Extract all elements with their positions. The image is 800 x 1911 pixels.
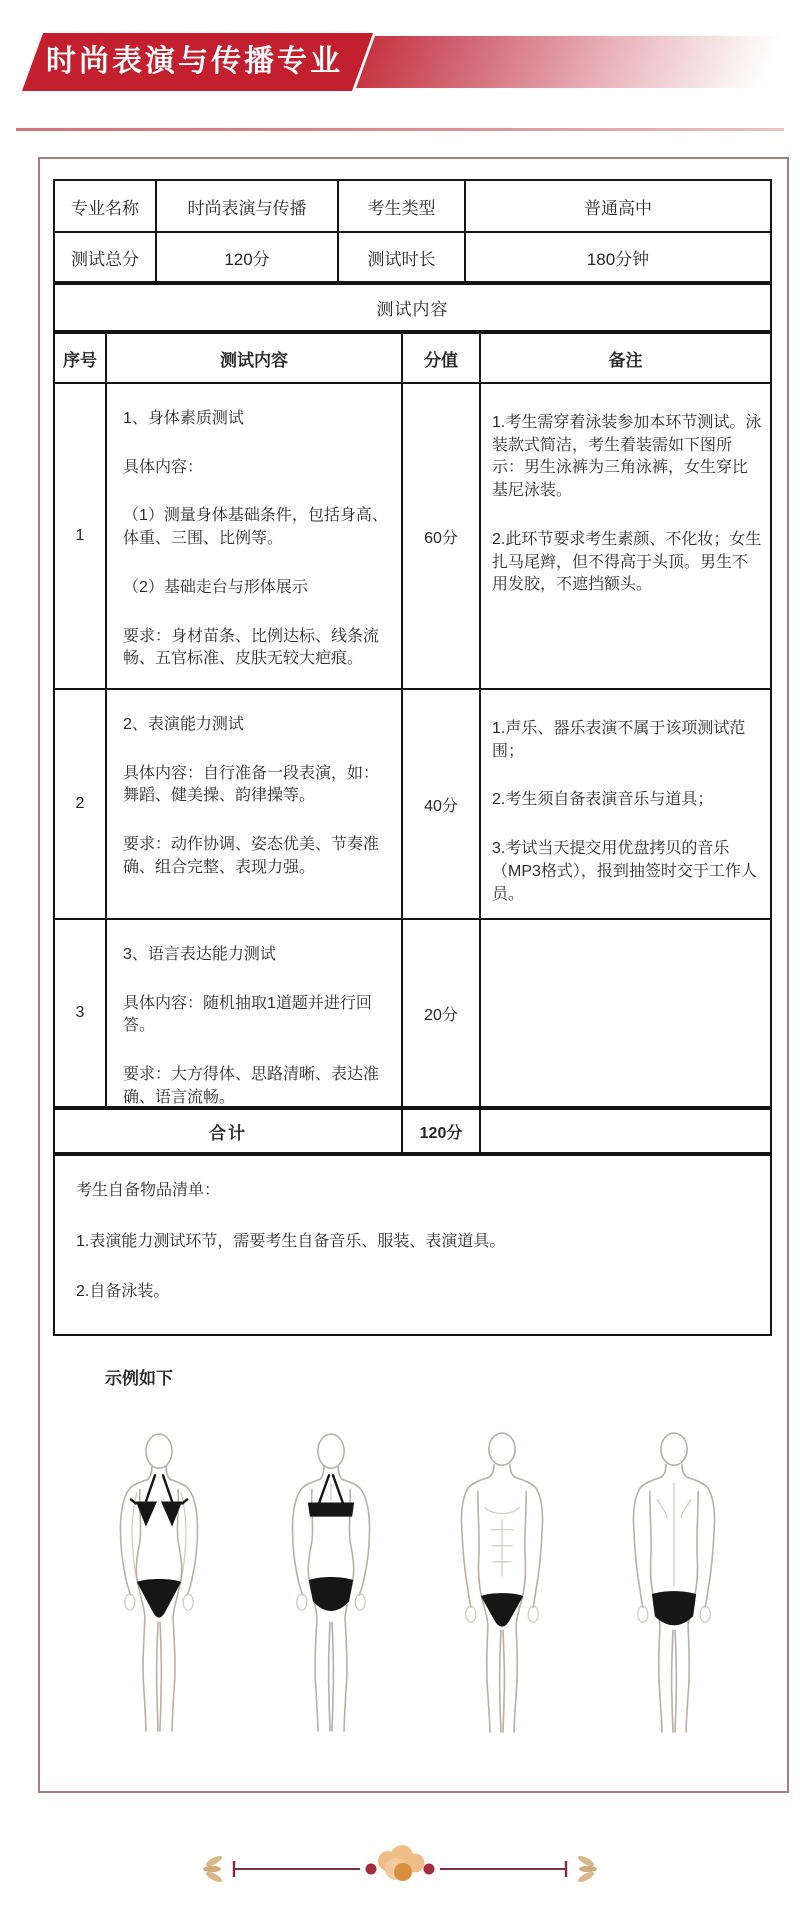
content-frame xyxy=(38,157,789,1793)
male-front-illustration xyxy=(426,1425,578,1737)
female-front-illustration xyxy=(83,1425,235,1737)
row-score: 40分 xyxy=(401,690,479,918)
row-content: 3、语言表达能力测试 具体内容：随机抽取1道题并进行回答。 要求：大方得体、思路清晰、表达准确、语言流畅。 xyxy=(105,920,401,1106)
table-row xyxy=(55,382,770,688)
total-label: 合计 xyxy=(209,1123,247,1143)
flower-icon xyxy=(378,1845,425,1881)
row-score: 20分 xyxy=(401,920,479,1106)
female-swimsuit-back-figure xyxy=(255,1425,407,1737)
row-score: 60分 xyxy=(401,384,479,688)
info-label-duration: 测试时长 xyxy=(337,231,464,281)
female-back-illustration xyxy=(255,1425,407,1737)
swimwear-example-figures xyxy=(53,1389,778,1737)
document-page xyxy=(0,33,800,1911)
section-title: 测试内容 xyxy=(55,281,770,334)
info-label-major: 专业名称 xyxy=(71,198,139,218)
col-header-remark: 备注 xyxy=(479,334,770,382)
footer-ornament xyxy=(0,1839,800,1901)
notes-items: 1.表演能力测试环节，需要考生自备音乐、服装、表演道具。 2.自备泳装。 xyxy=(76,1232,506,1301)
row-content: 2、表演能力测试 具体内容：自行准备一段表演，如：舞蹈、健美操、韵律操等。 要求：动作协调、姿态优美、节奏准确、组合完整、表现力强。 xyxy=(105,690,401,918)
male-back-illustration xyxy=(598,1425,750,1737)
row-no: 2 xyxy=(75,795,85,812)
self-prepared-notes xyxy=(55,1156,770,1334)
total-remark-empty xyxy=(479,1110,770,1152)
banner-gradient-tail xyxy=(356,36,783,88)
table-row xyxy=(55,688,770,918)
table-header-row xyxy=(55,334,770,382)
info-value-candidate-type: 普通高中 xyxy=(464,181,770,231)
info-value-duration: 180分钟 xyxy=(464,231,770,281)
info-value-major: 时尚表演与传播 xyxy=(155,181,337,231)
male-swim-briefs-back-figure xyxy=(598,1425,750,1737)
male-swim-briefs-front-figure xyxy=(426,1425,578,1737)
header-banner xyxy=(0,33,800,91)
notes-title: 考生自备物品清单： xyxy=(76,1182,221,1199)
row-remark: 1.考生需穿着泳装参加本环节测试。泳装款式简洁，考生着装需如下图所示：男生泳裤为三角泳裤，女生穿比基尼泳装。 2.此环节要求考生素颜、不化妆；女生扎马尾辫，但不得高于头顶。男生不用发胶，不遮挡额头。 xyxy=(479,384,770,688)
col-header-no: 序号 xyxy=(63,350,97,370)
female-swimsuit-front-figure xyxy=(83,1425,235,1737)
divider-line xyxy=(16,128,784,131)
info-label-candidate-type: 考生类型 xyxy=(337,181,464,231)
row-remark xyxy=(479,920,770,1106)
info-rows xyxy=(55,181,770,281)
row-no: 3 xyxy=(75,1004,85,1021)
page-title: 时尚表演与传播专业 xyxy=(46,45,343,78)
footer-divider-icon xyxy=(200,1839,600,1901)
table-row xyxy=(55,918,770,1106)
row-no: 1 xyxy=(75,527,85,544)
left-leaf-flourish-icon xyxy=(203,1854,223,1884)
total-row xyxy=(55,1106,770,1156)
examples-label: 示例如下 xyxy=(105,1369,173,1389)
row-remark: 1.声乐、器乐表演不属于该项测试范围； 2.考生须自备表演音乐与道具； 3.考试当天提交用优盘拷贝的音乐（MP3格式），报到抽签时交于工作人员。 xyxy=(479,690,770,918)
right-leaf-flourish-icon xyxy=(577,1854,597,1884)
info-label-total-score: 测试总分 xyxy=(55,231,155,281)
col-header-content: 测试内容 xyxy=(105,334,401,382)
info-value-total-score: 120分 xyxy=(155,231,337,281)
exam-table xyxy=(53,179,772,1336)
row-content: 1、身体素质测试 具体内容： （1）测量身体基础条件，包括身高、体重、三围、比例等。 （2）基础走台与形体展示 要求：身材苗条、比例达标、线条流畅、五官标准、皮肤无较大疤痕。 xyxy=(105,384,401,688)
total-score: 120分 xyxy=(401,1110,479,1152)
col-header-score: 分值 xyxy=(401,334,479,382)
